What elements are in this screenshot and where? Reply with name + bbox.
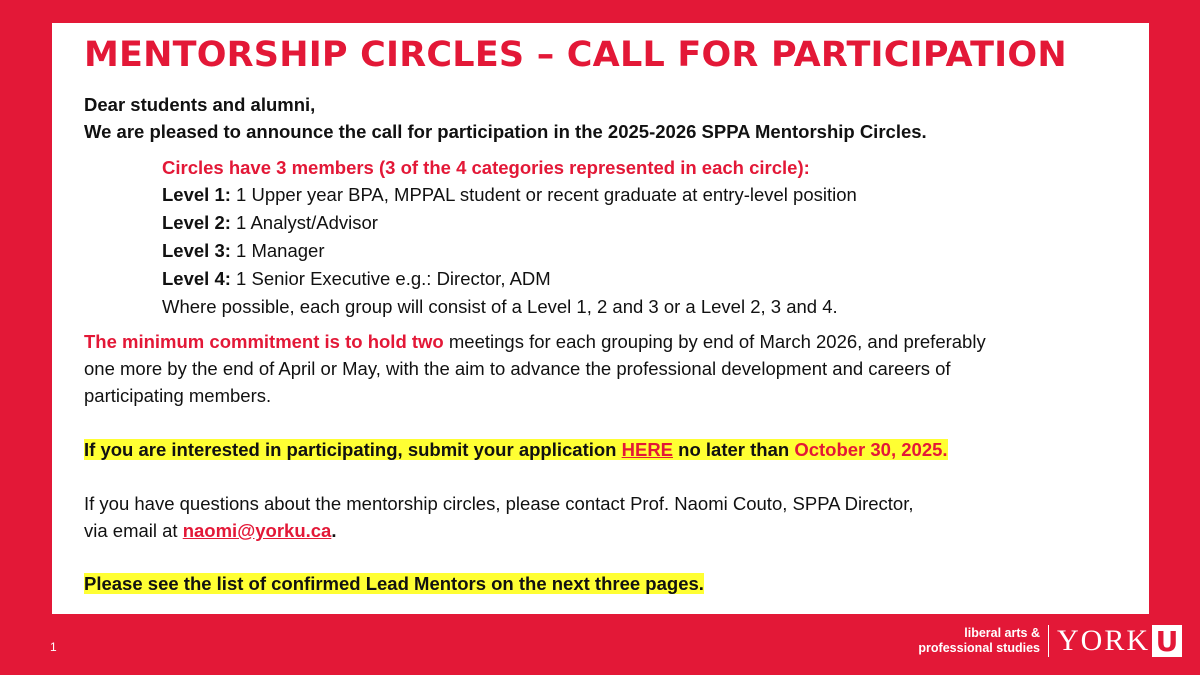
commitment-line-3: participating members. xyxy=(84,385,272,406)
lead-mentors-text: Please see the list of confirmed Lead Mentors on the next three pages. xyxy=(84,573,704,594)
faculty-line-1: liberal arts & xyxy=(964,626,1040,640)
slide-card xyxy=(52,23,1149,614)
level-1-text: 1 Upper year BPA, MPPAL student or recent graduate at entry-level position xyxy=(230,184,857,205)
commitment-rest: meetings for each grouping by end of March 2026, and preferably xyxy=(443,331,986,352)
circles-heading: Circles have 3 members (3 of the 4 categories represented in each circle): xyxy=(162,157,810,178)
level-2 xyxy=(162,212,378,234)
commitment-line-2: one more by the end of April or May, with the aim to advance the professional development and careers of xyxy=(84,358,951,379)
york-u-icon: U xyxy=(1152,625,1182,657)
level-4-text: 1 Senior Executive e.g.: Director, ADM xyxy=(230,268,551,289)
commitment-lead: The minimum commitment is to hold two xyxy=(84,331,444,352)
where-possible-note: Where possible, each group will consist of a Level 1, 2 and 3 or a Level 2, 3 and 4. xyxy=(162,296,838,317)
apply-prefix: If you are interested in participating, submit your application xyxy=(84,439,622,460)
york-wordmark: YORK xyxy=(1056,624,1150,657)
apply-deadline: October 30, 2025. xyxy=(794,439,948,460)
questions-line-2 xyxy=(84,520,336,542)
questions-line-1: If you have questions about the mentorship circles, please contact Prof. Naomi Couto, SPPA Director, xyxy=(84,493,914,514)
email-link[interactable]: naomi@yorku.ca xyxy=(182,520,332,541)
lead-mentors-note xyxy=(84,573,704,595)
logo-divider xyxy=(1048,625,1049,657)
announcement: We are pleased to announce the call for participation in the 2025-2026 SPPA Mentorship Circles. xyxy=(84,121,927,142)
email-suffix: . xyxy=(331,520,337,541)
level-2-text: 1 Analyst/Advisor xyxy=(230,212,378,233)
level-3-label: Level 3: xyxy=(162,240,231,261)
commitment-line-1 xyxy=(84,331,986,353)
email-prefix: via email at xyxy=(84,520,183,541)
slide-number: 1 xyxy=(50,640,57,654)
level-4 xyxy=(162,268,551,290)
apply-here-link[interactable]: HERE xyxy=(621,439,674,460)
level-1 xyxy=(162,184,857,206)
apply-middle: no later than xyxy=(673,439,795,460)
level-2-label: Level 2: xyxy=(162,212,231,233)
slide-title: MENTORSHIP CIRCLES – CALL FOR PARTICIPATION xyxy=(84,35,1067,75)
faculty-name xyxy=(918,626,1040,656)
apply-line xyxy=(84,439,948,461)
level-3 xyxy=(162,240,325,262)
faculty-line-2: professional studies xyxy=(918,641,1040,655)
level-4-label: Level 4: xyxy=(162,268,231,289)
greeting: Dear students and alumni, xyxy=(84,94,316,115)
level-3-text: 1 Manager xyxy=(230,240,325,261)
york-logo xyxy=(918,623,1182,659)
level-1-label: Level 1: xyxy=(162,184,231,205)
